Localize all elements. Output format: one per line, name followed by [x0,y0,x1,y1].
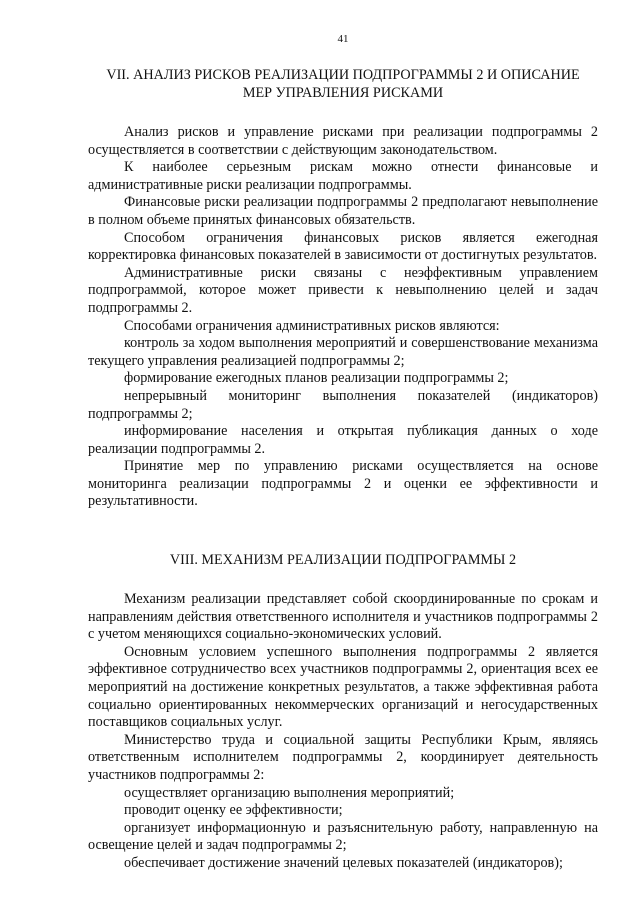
paragraph: Административные риски связаны с неэффективным управлением подпрограммой, которое может привести к невыполнению целей и задач подпрограммы 2. [88,264,598,316]
list-item: осуществляет организацию выполнения мероприятий; [124,784,455,801]
list-item: непрерывный мониторинг выполнения показателей (индикаторов) подпрограммы 2; [88,387,598,422]
paragraph: Анализ рисков и управление рисками при реализации подпрограммы 2 осуществляется в соответствии с действующим законодательством. [88,124,598,158]
section-title-line: МЕР УПРАВЛЕНИЯ РИСКАМИ [242,85,444,101]
section-title-line: VIII. МЕХАНИЗМ РЕАЛИЗАЦИИ ПОДПРОГРАММЫ 2 [169,552,517,569]
section-implementation-mechanism [88,551,598,873]
page-number: 41 [337,33,349,45]
paragraph: Принятие мер по управлению рисками осуществляется на основе мониторинга реализации подпрограммы 2 и оценки ее эффективности и результативности. [88,458,598,510]
paragraph: Основным условием успешного выполнения подпрограммы 2 является эффективное сотрудничество всех участников подпрограммы 2, ориентация всех ее мероприятий на достижение конкретных результатов, а также эффективная работа социально ориентированных некоммерческих организаций и негосударственных поставщиков социальных услуг. [88,643,598,731]
list-item: информирование населения и открытая публикация данных о ходе реализации подпрограммы 2. [88,423,598,457]
section-title [88,551,598,569]
paragraph: К наиболее серьезным рискам можно отнести финансовые и административные риски реализации подпрограммы. [88,159,598,193]
paragraph: Механизм реализации представляет собой скоординированные по срокам и направлениям действия ответственного исполнителя и участников подпрограммы 2 с учетом меняющихся социально-экономических условий. [88,591,598,643]
paragraph: Министерство труда и социальной защиты Республики Крым, являясь ответственным исполнителем подпрограммы 2, координирует деятельность участников подпрограммы 2: [88,731,598,783]
list-item: организует информационную и разъяснительную работу, направленную на освещение целей и задач подпрограммы 2; [88,819,598,854]
section-title-line: VII. АНАЛИЗ РИСКОВ РЕАЛИЗАЦИИ ПОДПРОГРАММЫ 2 И ОПИСАНИЕ [106,67,580,83]
document-page [88,30,598,873]
paragraph: Способами ограничения административных рисков являются: [124,317,500,334]
list-item: формирование ежегодных планов реализации подпрограммы 2; [124,370,509,387]
list-item: проводит оценку ее эффективности; [124,802,343,819]
paragraph: Финансовые риски реализации подпрограммы 2 предполагают невыполнение в полном объеме принятых финансовых обязательств. [88,194,598,228]
paragraph: Способом ограничения финансовых рисков является ежегодная корректировка финансовых показателей в зависимости от достигнутых результатов. [88,229,598,264]
section-risk-analysis [88,66,598,511]
list-item: контроль за ходом выполнения мероприятий и совершенствование механизма текущего управления реализацией подпрограммы 2; [88,335,598,369]
section-title [88,66,598,102]
list-item: обеспечивает достижение значений целевых показателей (индикаторов); [124,854,563,871]
